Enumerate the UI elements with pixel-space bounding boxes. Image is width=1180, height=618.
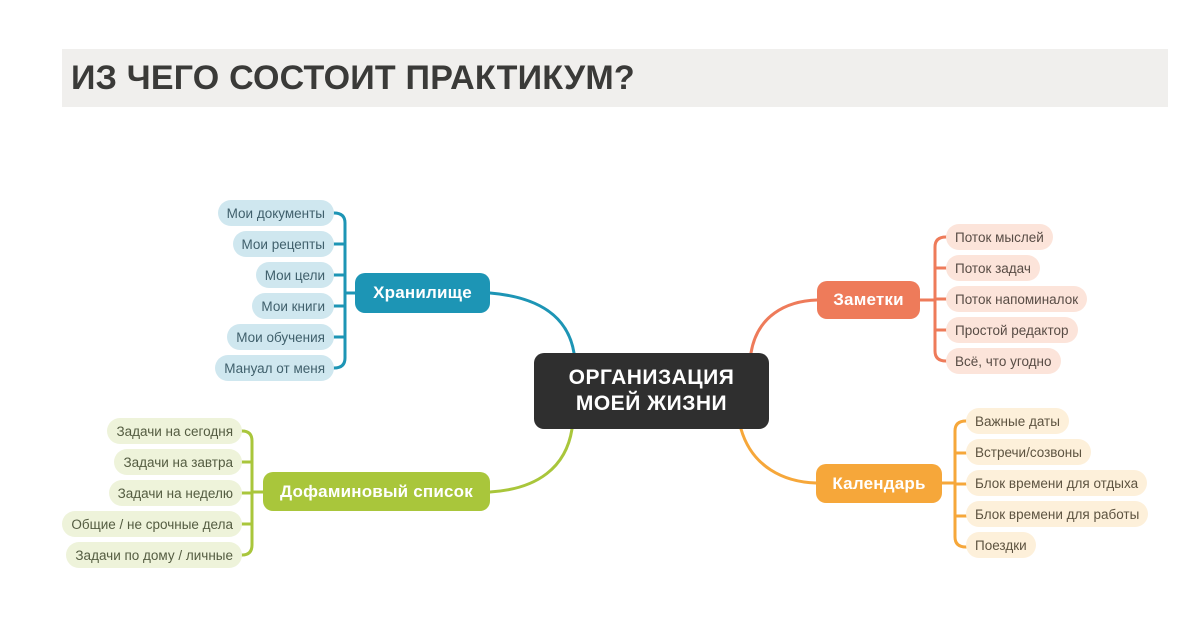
- storage-children: [215, 200, 334, 381]
- page-title: ИЗ ЧЕГО СОСТОИТ ПРАКТИКУМ?: [71, 58, 635, 97]
- center-title-line2: МОЕЙ ЖИЗНИ: [575, 392, 728, 415]
- topic-storage-4: Мои книги: [252, 293, 334, 319]
- center-title-line1: ОРГАНИЗАЦИЯ: [568, 366, 735, 389]
- topic-storage-1: Мои документы: [218, 200, 334, 226]
- topic-dopamine-1: Задачи на сегодня: [107, 418, 242, 444]
- connector-notes-main: [751, 300, 817, 353]
- node-dopamine: Дофаминовый список: [263, 472, 490, 511]
- topic-dopamine-3: Задачи на неделю: [109, 480, 242, 506]
- topic-dopamine-4: Общие / не срочные дела: [62, 511, 242, 537]
- node-center: [534, 353, 769, 429]
- topic-calendar-3: Блок времени для отдыха: [966, 470, 1147, 496]
- notes-children: [946, 224, 1087, 374]
- topic-calendar-2: Встречи/созвоны: [966, 439, 1091, 465]
- calendar-children: [966, 408, 1148, 558]
- topic-calendar-5: Поездки: [966, 532, 1036, 558]
- topic-storage-6: Мануал от меня: [215, 355, 334, 381]
- topic-calendar-4: Блок времени для работы: [966, 501, 1148, 527]
- node-calendar: Календарь: [816, 464, 942, 503]
- topic-dopamine-5: Задачи по дому / личные: [66, 542, 242, 568]
- topic-notes-1: Поток мыслей: [946, 224, 1053, 250]
- topic-notes-4: Простой редактор: [946, 317, 1078, 343]
- topic-dopamine-2: Задачи на завтра: [114, 449, 242, 475]
- topic-storage-5: Мои обучения: [227, 324, 334, 350]
- node-notes: Заметки: [817, 281, 920, 319]
- dopamine-children: [62, 418, 242, 568]
- topic-storage-2: Мои рецепты: [233, 231, 335, 257]
- topic-notes-2: Поток задач: [946, 255, 1040, 281]
- connector-calendar-main: [741, 429, 816, 483]
- node-storage: Хранилище: [355, 273, 490, 313]
- topic-notes-3: Поток напоминалок: [946, 286, 1087, 312]
- topic-notes-5: Всё, что угодно: [946, 348, 1061, 374]
- connector-storage-bracket: [334, 213, 345, 368]
- connector-dopamine-main: [490, 429, 572, 492]
- topic-calendar-1: Важные даты: [966, 408, 1069, 434]
- topic-storage-3: Мои цели: [256, 262, 334, 288]
- connector-storage-main: [490, 293, 574, 353]
